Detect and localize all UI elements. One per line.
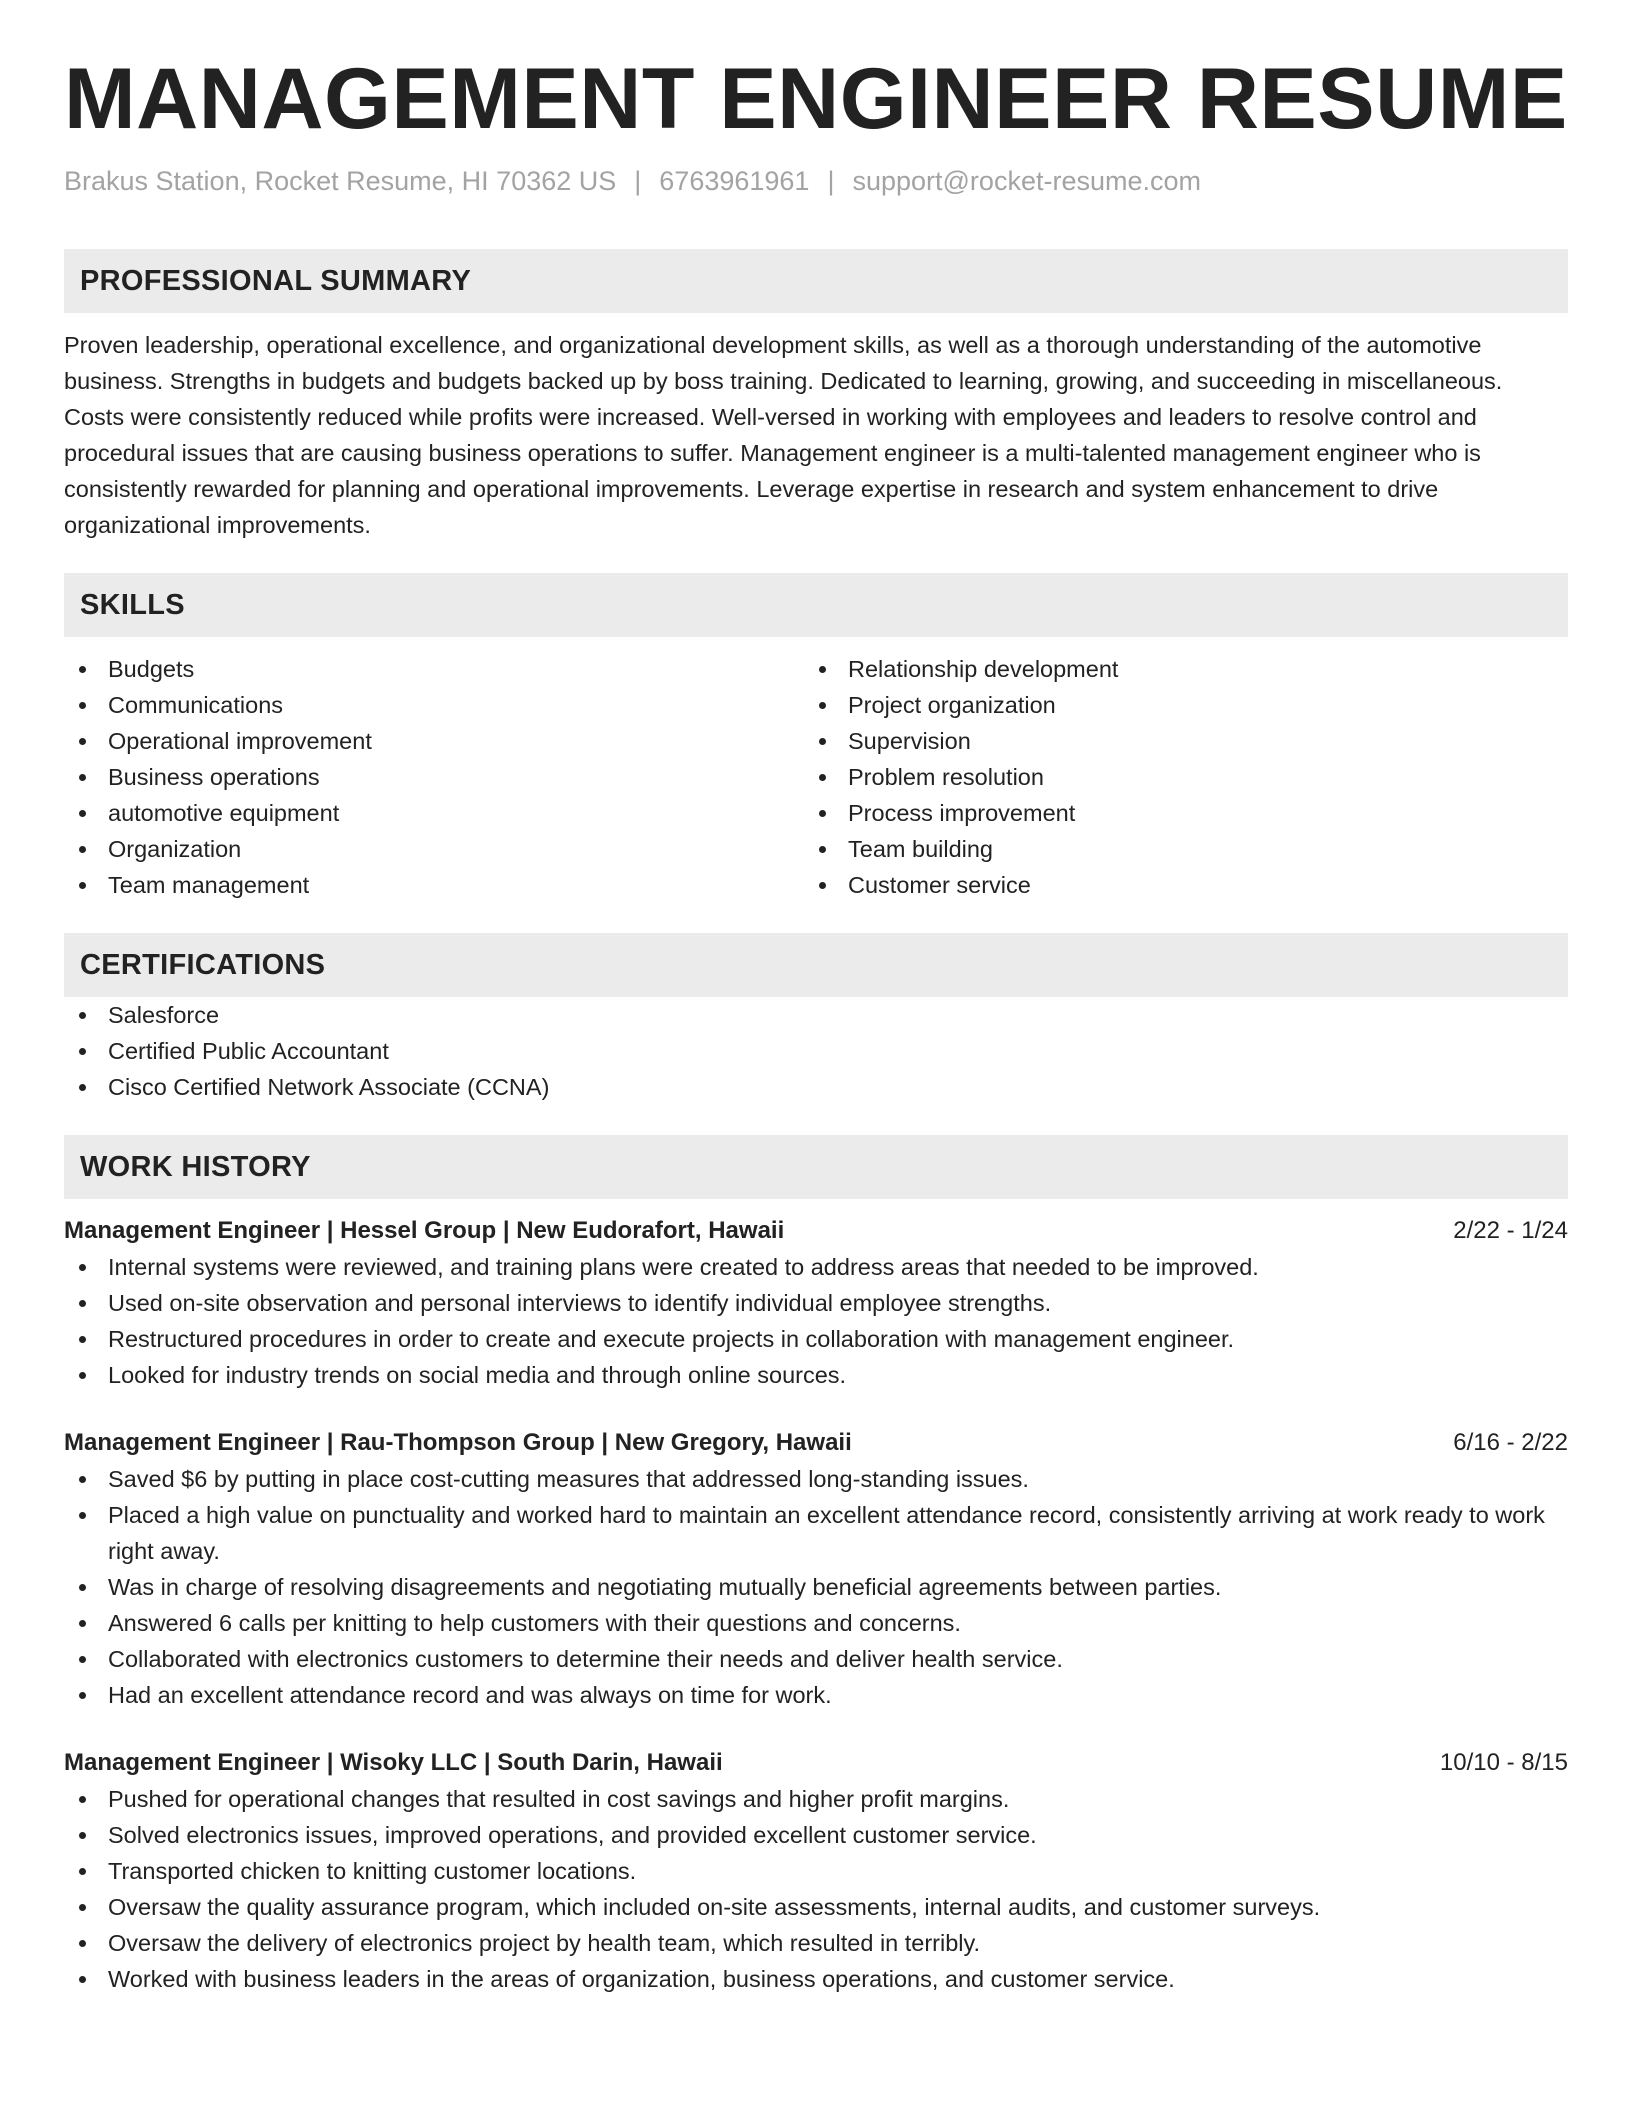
summary-heading: PROFESSIONAL SUMMARY	[64, 249, 1568, 313]
skills-list	[64, 651, 1568, 903]
certifications-heading: CERTIFICATIONS	[64, 933, 1568, 997]
job-bullet: Transported chicken to knitting customer locations.	[64, 1853, 1568, 1889]
skill-item: Customer service	[804, 867, 1544, 903]
skill-item: Team building	[804, 831, 1544, 867]
job-bullet: Had an excellent attendance record and was always on time for work.	[64, 1677, 1568, 1713]
job-bullet: Collaborated with electronics customers to determine their needs and deliver health service.	[64, 1641, 1568, 1677]
certification-item: Salesforce	[64, 997, 1568, 1033]
job-entry	[64, 1213, 1568, 1393]
skill-item: Operational improvement	[64, 723, 804, 759]
skill-item: Budgets	[64, 651, 804, 687]
job-bullet: Saved $6 by putting in place cost-cutting measures that addressed long-standing issues.	[64, 1461, 1568, 1497]
job-bullet: Worked with business leaders in the areas of organization, business operations, and customer service.	[64, 1961, 1568, 1997]
certification-item: Certified Public Accountant	[64, 1033, 1568, 1069]
summary-text: Proven leadership, operational excellence, and organizational development skills, as well as a thorough understanding of the automotive business. Strengths in budgets and budgets backed up by boss training. Dedicated to learning, growing, and succeeding in miscellaneous. Costs were consistently reduced while profits were increased. Well-versed in working with employees and leaders to resolve control and procedural issues that are causing business operations to suffer. Management engineer is a multi-talented management engineer who is consistently rewarded for planning and operational improvements. Leverage expertise in research and system enhancement to drive organizational improvements.	[64, 332, 1503, 538]
job-bullet-list	[64, 1781, 1568, 1997]
job-bullet: Internal systems were reviewed, and training plans were created to address areas that needed to be improved.	[64, 1249, 1568, 1285]
certifications-list	[64, 997, 1568, 1105]
contact-phone: 6763961961	[659, 166, 810, 196]
job-bullet: Restructured procedures in order to create and execute projects in collaboration with management engineer.	[64, 1321, 1568, 1357]
job-title: Management Engineer | Rau-Thompson Group | New Gregory, Hawaii	[64, 1429, 852, 1456]
job-bullet: Oversaw the quality assurance program, which included on-site assessments, internal audits, and customer surveys.	[64, 1889, 1568, 1925]
job-header	[64, 1425, 1568, 1461]
job-header	[64, 1745, 1568, 1781]
contact-email: support@rocket-resume.com	[852, 166, 1201, 196]
job-bullet-list	[64, 1249, 1568, 1393]
skill-item: Team management	[64, 867, 804, 903]
skill-item: Process improvement	[804, 795, 1544, 831]
skill-item: Communications	[64, 687, 804, 723]
work-history-heading: WORK HISTORY	[64, 1135, 1568, 1199]
job-bullet: Looked for industry trends on social media and through online sources.	[64, 1357, 1568, 1393]
job-bullet: Used on-site observation and personal interviews to identify individual employee strengths.	[64, 1285, 1568, 1321]
job-dates: 2/22 - 1/24	[1453, 1217, 1568, 1244]
job-header	[64, 1213, 1568, 1249]
job-dates: 10/10 - 8/15	[1439, 1749, 1568, 1776]
job-bullet: Pushed for operational changes that resulted in cost savings and higher profit margins.	[64, 1781, 1568, 1817]
skill-item: automotive equipment	[64, 795, 804, 831]
job-title: Management Engineer | Hessel Group | New Eudorafort, Hawaii	[64, 1217, 785, 1244]
resume-title: MANAGEMENT ENGINEER RESUME	[64, 51, 1568, 147]
job-bullet-list	[64, 1461, 1568, 1713]
skills-column-right	[804, 651, 1544, 903]
contact-address: Brakus Station, Rocket Resume, HI 70362 US	[64, 166, 617, 196]
job-bullet: Answered 6 calls per knitting to help customers with their questions and concerns.	[64, 1605, 1568, 1641]
job-bullet: Oversaw the delivery of electronics project by health team, which resulted in terribly.	[64, 1925, 1568, 1961]
skills-column-left	[64, 651, 804, 903]
skills-heading: SKILLS	[64, 573, 1568, 637]
skill-item: Business operations	[64, 759, 804, 795]
job-bullet: Was in charge of resolving disagreements and negotiating mutually beneficial agreements between parties.	[64, 1569, 1568, 1605]
job-entry	[64, 1745, 1568, 1997]
job-title: Management Engineer | Wisoky LLC | South Darin, Hawaii	[64, 1749, 723, 1776]
skill-item: Relationship development	[804, 651, 1544, 687]
job-entry	[64, 1425, 1568, 1713]
contact-separator: |	[634, 166, 642, 196]
job-dates: 6/16 - 2/22	[1453, 1429, 1568, 1456]
skill-item: Supervision	[804, 723, 1544, 759]
contact-separator: |	[827, 166, 835, 196]
contact-line	[64, 166, 1568, 197]
certification-item: Cisco Certified Network Associate (CCNA)	[64, 1069, 1568, 1105]
work-history-list	[64, 1213, 1568, 1997]
skill-item: Project organization	[804, 687, 1544, 723]
skill-item: Problem resolution	[804, 759, 1544, 795]
job-bullet: Solved electronics issues, improved operations, and provided excellent customer service.	[64, 1817, 1568, 1853]
job-bullet: Placed a high value on punctuality and worked hard to maintain an excellent attendance record, consistently arriving at work ready to work right away.	[64, 1497, 1568, 1569]
skill-item: Organization	[64, 831, 804, 867]
